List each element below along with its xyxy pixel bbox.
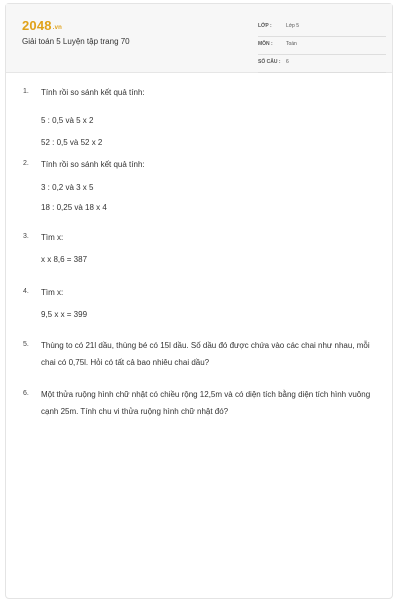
meta-key: LỚP : (258, 23, 272, 29)
worksheet-header (6, 4, 392, 73)
site-logo[interactable] (22, 18, 62, 33)
worksheet-title: Giải toán 5 Luyện tập trang 70 (22, 37, 130, 46)
worksheet-meta (258, 19, 386, 73)
question-text: Tìm x: (41, 288, 64, 297)
question-number: 1. (23, 88, 29, 95)
meta-row-class (258, 19, 386, 37)
question-text: Tính rồi so sánh kết quả tính: (41, 88, 145, 97)
question-text: Thùng to có 21l dầu, thùng bé có 15l dầu. Số dầu đó được chứa vào các chai như nhau, mỗi chai có 0,75l. Hỏi có tất cả bao nhiêu chai dầu? (41, 341, 370, 367)
logo-domain: .vn (52, 25, 63, 31)
question-text: Một thửa ruộng hình chữ nhật có chiều rộng 12,5m và có diện tích bằng diện tích hình vuông cạnh 25m. Tính chu vi thửa ruộng hình chữ nhật đó? (41, 390, 371, 416)
question-number: 2. (23, 160, 29, 167)
question-subitem: x x 8,6 = 387 (41, 255, 88, 264)
question-subitem: 3 : 0,2 và 3 x 5 (41, 183, 94, 192)
question-number: 4. (23, 288, 29, 295)
question-text: Tìm x: (41, 233, 64, 242)
question-subitem: 5 : 0,5 và 5 x 2 (41, 116, 94, 125)
question-number: 6. (23, 390, 29, 397)
logo-text: 2048 (22, 18, 52, 33)
meta-value: 6 (286, 59, 289, 65)
question-number: 5. (23, 341, 29, 348)
meta-row-question-count (258, 55, 386, 73)
meta-key: SỐ CÂU : (258, 59, 281, 65)
question-number: 3. (23, 233, 29, 240)
meta-value: Lớp 5 (286, 23, 300, 29)
worksheet-page (5, 3, 393, 599)
meta-row-subject (258, 37, 386, 55)
question-subitem: 9,5 x x = 399 (41, 310, 88, 319)
question-subitem: 18 : 0,25 và 18 x 4 (41, 203, 107, 212)
question-subitem: 52 : 0,5 và 52 x 2 (41, 138, 103, 147)
question-text: Tính rồi so sánh kết quả tính: (41, 160, 145, 169)
meta-value: Toán (286, 41, 297, 47)
meta-key: MÔN : (258, 41, 273, 47)
